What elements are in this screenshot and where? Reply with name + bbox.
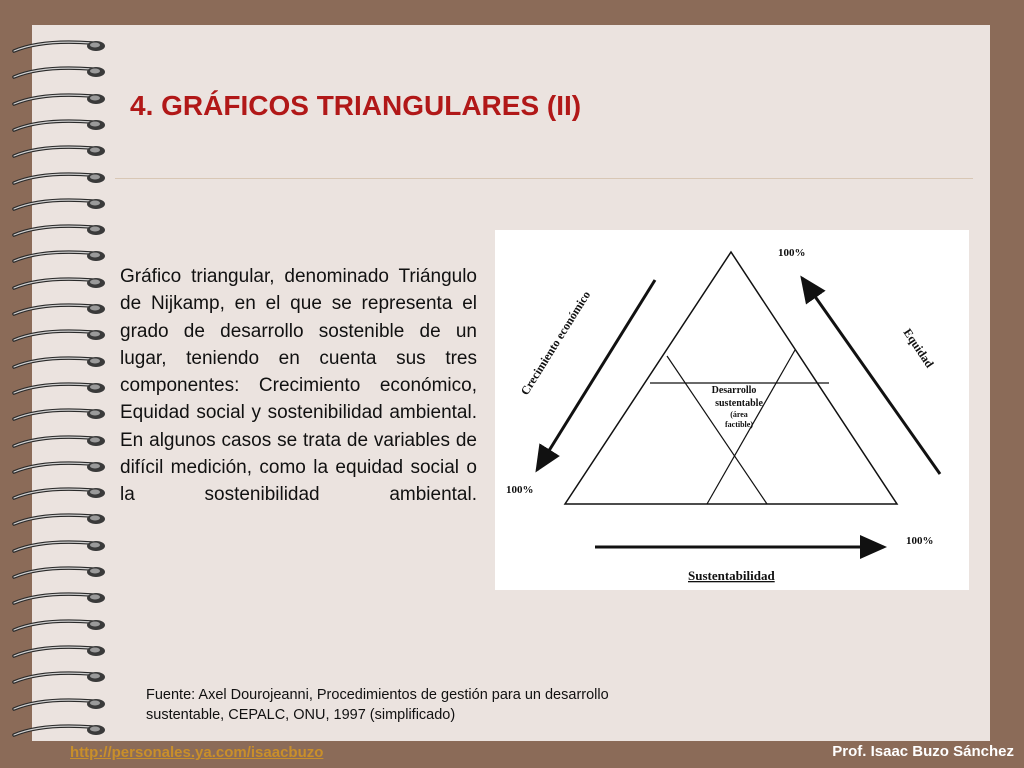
- center-label-line2: sustentable: [715, 398, 763, 409]
- triangle-svg: [495, 230, 969, 590]
- center-label-line1: Desarrollo: [711, 385, 757, 396]
- binding-ring: [10, 327, 110, 345]
- center-label-line4: factible): [725, 420, 753, 429]
- binding-ring: [10, 722, 110, 740]
- binding-ring: [10, 406, 110, 424]
- binding-ring: [10, 380, 110, 398]
- binding-ring: [10, 590, 110, 608]
- binding-ring: [10, 564, 110, 582]
- arrow-left: [537, 280, 655, 470]
- binding-ring: [10, 485, 110, 503]
- pct-top-label: 100%: [778, 247, 806, 259]
- binding-ring: [10, 170, 110, 188]
- title-divider: [115, 178, 973, 179]
- center-label-line3: (área: [730, 410, 748, 419]
- spiral-binding: [0, 30, 115, 740]
- binding-ring: [10, 538, 110, 556]
- source-citation: [146, 685, 746, 725]
- binding-ring: [10, 696, 110, 714]
- pct-left-label: 100%: [506, 484, 534, 496]
- binding-ring: [10, 669, 110, 687]
- pct-bottom-label: 100%: [906, 535, 934, 547]
- binding-ring: [10, 275, 110, 293]
- binding-ring: [10, 301, 110, 319]
- binding-ring: [10, 643, 110, 661]
- binding-ring: [10, 459, 110, 477]
- arrow-right: [802, 278, 940, 474]
- binding-ring: [10, 354, 110, 372]
- sustentabilidad-label: Sustentabilidad: [688, 568, 775, 583]
- binding-ring: [10, 511, 110, 529]
- binding-ring: [10, 91, 110, 109]
- binding-ring: [10, 117, 110, 135]
- inner-line: [667, 356, 767, 504]
- binding-ring: [10, 222, 110, 240]
- slide-title: 4. GRÁFICOS TRIANGULARES (II): [130, 90, 582, 121]
- crecimiento-label: Crecimiento económico: [517, 288, 594, 398]
- binding-ring: [10, 617, 110, 635]
- main-triangle: [565, 252, 897, 504]
- equidad-label: Equidad: [900, 325, 937, 371]
- source-line-1: Fuente: Axel Dourojeanni, Procedimientos de gestión para un desarrollo: [146, 687, 609, 703]
- binding-ring: [10, 143, 110, 161]
- body-text: [120, 263, 477, 509]
- binding-ring: [10, 433, 110, 451]
- body-paragraph: Gráfico triangular, denominado Triángulo de Nijkamp, en el que se representa el grado de desarrollo sostenible de un lugar, teniendo en cuenta sus tres componentes: Crecimiento económico, Equidad social y sostenibilidad ambiental. En algunos casos se trata de variables de difícil medición, como la equidad social o la sostenibilidad ambiental.: [120, 266, 477, 506]
- binding-ring: [10, 196, 110, 214]
- binding-ring: [10, 38, 110, 56]
- source-line-2: sustentable, CEPALC, ONU, 1997 (simplificado): [146, 707, 456, 723]
- binding-ring: [10, 64, 110, 82]
- footer-link[interactable]: http://personales.ya.com/isaacbuzo: [70, 744, 324, 761]
- binding-ring: [10, 248, 110, 266]
- footer-author: Prof. Isaac Buzo Sánchez: [832, 743, 1014, 760]
- nijkamp-triangle-diagram: [495, 230, 969, 590]
